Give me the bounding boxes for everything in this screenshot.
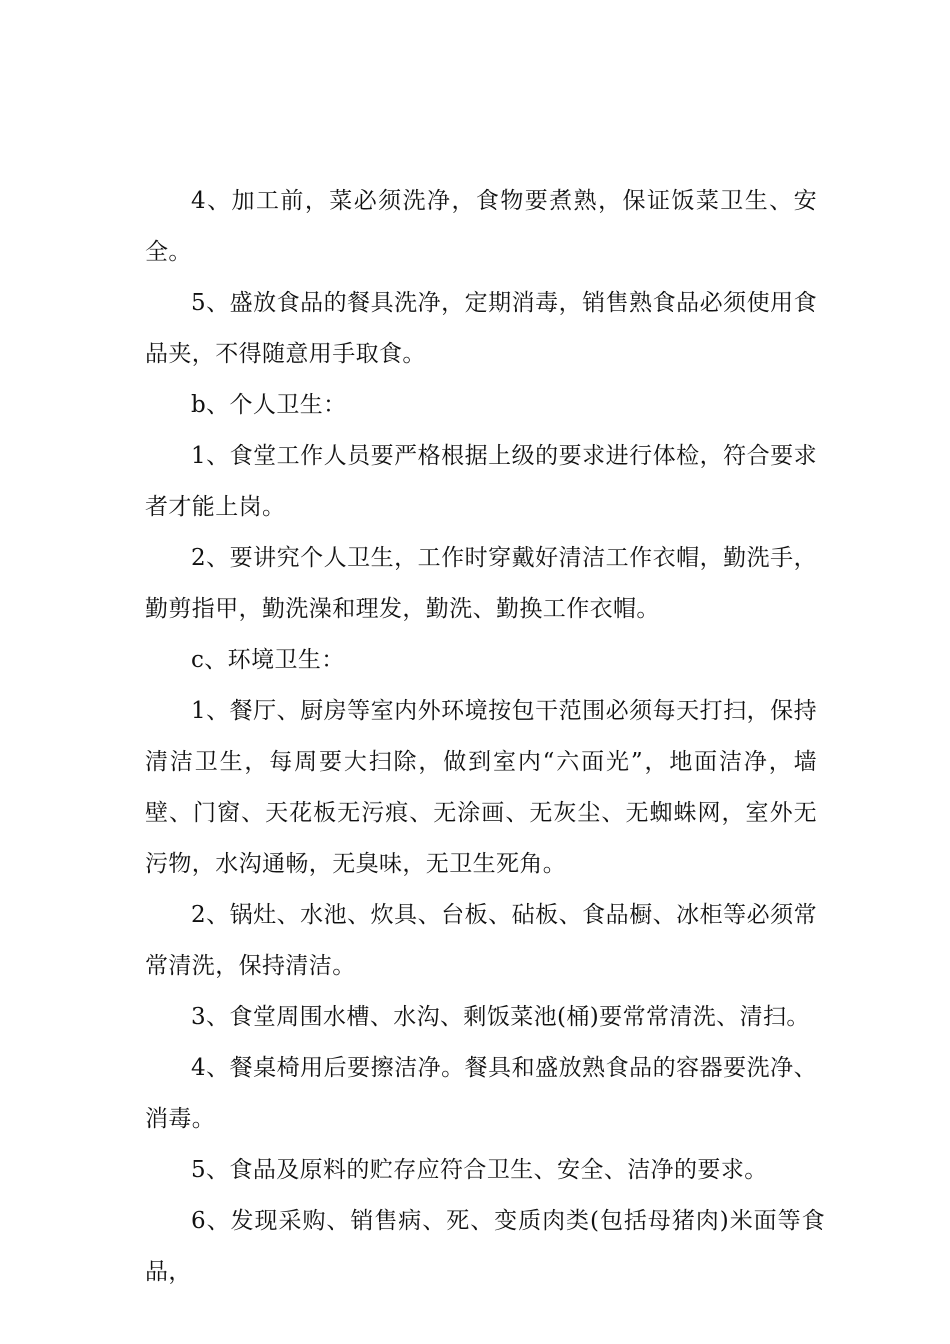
paragraph-item-6-spoiled-food: 6、发现采购、销售病、死、变质肉类(包括母猪肉)米面等食品， bbox=[145, 1208, 825, 1285]
paragraph-item-1-health-check: 1、食堂工作人员要严格根据上级的要求进行体检，符合要求者才能上岗。 bbox=[145, 443, 817, 520]
paragraph-item-5-tableware: 5、盛放食品的餐具洗净，定期消毒，销售熟食品必须使用食品夹，不得随意用手取食。 bbox=[145, 290, 817, 367]
paragraph-item-1-cleaning: 1、餐厅、厨房等室内外环境按包干范围必须每天打扫，保持清洁卫生，每周要大扫除，做到室内“六面光”，地面洁净，墙壁、门窗、天花板无污痕、无涂画、无灰尘、无蜘蛛网，室外无污物，水沟通畅，无臭味，无卫生死角。 bbox=[145, 698, 817, 877]
section-heading-environment: c、环境卫生： bbox=[191, 647, 345, 673]
paragraph-item-2-equipment: 2、锅灶、水池、炊具、台板、砧板、食品橱、冰柜等必须常常清洗，保持清洁。 bbox=[145, 902, 817, 979]
paragraph-item-5-storage: 5、食品及原料的贮存应符合卫生、安全、洁净的要求。 bbox=[191, 1157, 768, 1183]
paragraph-item-2-personal-care: 2、要讲究个人卫生，工作时穿戴好清洁工作衣帽，勤洗手，勤剪指甲，勤洗澡和理发，勤洗、勤换工作衣帽。 bbox=[145, 545, 817, 622]
paragraph-item-3-surroundings: 3、食堂周围水槽、水沟、剩饭菜池(桶)要常常清洗、清扫。 bbox=[191, 1004, 810, 1030]
paragraph-item-4-processing: 4、加工前，菜必须洗净，食物要煮熟，保证饭菜卫生、安全。 bbox=[145, 188, 817, 265]
section-heading-personal-hygiene: b、个人卫生： bbox=[191, 392, 347, 418]
paragraph-item-4-tables: 4、餐桌椅用后要擦洁净。餐具和盛放熟食品的容器要洗净、消毒。 bbox=[145, 1055, 817, 1132]
